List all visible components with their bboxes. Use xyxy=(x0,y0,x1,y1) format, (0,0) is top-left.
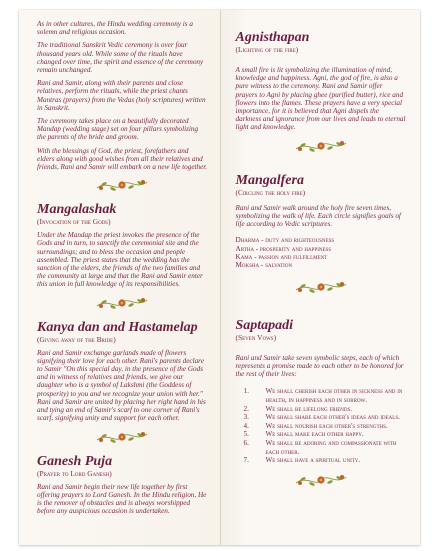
saptapadi-section xyxy=(236,318,407,465)
section-subtitle: (Seven Vows) xyxy=(235,332,277,342)
vow-item: 1. We shall cherish each other in sickness and in health, in happiness and in sorrow. xyxy=(243,387,403,405)
intro-paragraph: As in other cultures, the Hindu wedding ceremony is a solemn and religious occasion. xyxy=(37,20,193,37)
intro-paragraph: With the blessings of God, the priest, forefathers and elders along with good wishes from all their relatives and friends, Rani and Samir will embark on a new life together. xyxy=(37,146,208,172)
ganesh-section xyxy=(37,454,208,516)
mangalfera-section xyxy=(236,173,407,270)
life-goal-item: Dharma - duty and righteousness xyxy=(235,236,335,245)
section-body: Rani and Samir take seven symbolic steps, each of which represents a promise made to each other to be honored for the rest of their lives: xyxy=(235,353,404,379)
vow-item: 5. We shall make each other happy. xyxy=(243,430,364,439)
life-goal-item: Kama - passion and fulfillment xyxy=(235,253,328,262)
intro-paragraph: The traditional Sanskrit Vedic ceremony is over four thousand years old. While some of the rituals have changed over time, the spirit and essence of the ceremony remain unchanged. xyxy=(37,41,204,75)
section-body: Rani and Samir exchange garlands made of flowers signifying their love for each other. Rani's parents declare to Samir "On this special day, in the presence of the Gods and in witness of relatives and friends, we give our daughter who is a symbol of Lakshmi (the Goddess of prosperity) to you and we recognize your union with her." Rani and Samir are united by placing her right hand in his and tying an end of Samir's scarf to one corner of Rani's scarf, signifying unity and support for each other. xyxy=(37,348,206,423)
life-goal-item: Moksha - salvation xyxy=(235,261,293,270)
agnisthapan-section xyxy=(236,30,407,132)
section-body: A small fire is lit symbolizing the illumination of mind, knowledge and happiness. Agni, the god of fire, is also a pure witness to the ceremony. Rani and Samir offer prayers to Agni by placing ghee (purified butter), rice and flowers into the flames. These prayers have a very special importance, for it is believed that Agni dispels the darkness and ignorance from our lives and leads to eternal light and knowledge. xyxy=(235,66,406,132)
left-panel xyxy=(19,10,221,545)
section-subtitle: (Giving away of the Bride) xyxy=(37,334,116,344)
floral-ornament-icon xyxy=(292,278,350,296)
life-goal-item: Artha - prosperity and happiness xyxy=(235,244,332,253)
section-title: Ganesh Puja xyxy=(37,453,113,469)
vow-item: 4. We shall nourish each other's strengths. xyxy=(243,421,388,430)
section-body: Rani and Samir walk around the holy fire seven times, symbolizing the walk of life. Each circle signifies goals of life according to Vedic scriptures. xyxy=(235,203,401,229)
program-sheet xyxy=(19,10,420,545)
floral-ornament-icon xyxy=(292,471,350,489)
section-subtitle: (Circling the holy fire) xyxy=(235,187,306,197)
section-title: Mangalashak xyxy=(37,202,117,218)
vows-list xyxy=(244,387,407,464)
section-body: Under the Mandap the priest invokes the presence of the Gods and in turn, to sanctify the ceremonial site and the surroundings; and to bless the occasion and people assembled. The priest states that the wedding has the sanction of the elders, the friends of the two families and the community at large and that the Rani and Samir enter this union in full knowledge of its responsibilities. xyxy=(37,231,203,289)
section-subtitle: (Invocation of the Gods) xyxy=(37,217,111,227)
intro-paragraph: Rani and Samir, along with their parents and close relatives, perform the rituals, while the priest chants Mantras (prayers) from the Vedas (holy scriptures) written in Sanskrit. xyxy=(37,79,206,112)
floral-ornament-icon xyxy=(93,294,151,312)
mangalashak-section xyxy=(37,202,208,288)
floral-ornament-icon xyxy=(292,137,350,155)
floral-ornament-icon xyxy=(93,428,151,446)
intro-paragraph: The ceremony takes place on a beautifully decorated Mandap (wedding stage) set on four pillars symbolizing the parents of the bride and groom. xyxy=(37,117,199,142)
section-title: Mangalfera xyxy=(235,172,304,188)
section-title: Agnisthapan xyxy=(235,30,310,45)
vow-item: 2. We shall be lifelong friends. xyxy=(243,404,353,413)
vow-item: 3. We shall share each other's ideas and ideals. xyxy=(243,413,400,422)
section-title: Saptapadi xyxy=(235,317,294,333)
kanya-section xyxy=(37,320,208,423)
section-subtitle: (Lighting of the fire) xyxy=(235,45,299,54)
floral-ornament-icon xyxy=(93,176,151,194)
vow-item: 6. We shall be adoring and compassionate with each other. xyxy=(243,439,397,456)
vow-item: 7. We shall have a spiritual unity. xyxy=(243,456,361,465)
right-panel xyxy=(221,10,421,545)
section-body: Rani and Samir begin their new life together by first offering prayers to Lord Ganesh. In the Hindu religion, He is the remover of obstacles and is always worshipped before any auspicious occasion is undertaken. xyxy=(37,482,207,516)
life-goals-list xyxy=(236,236,407,270)
section-subtitle: (Prayer to Lord Ganesh) xyxy=(37,468,112,478)
section-title: Kanya dan and Hastamelap xyxy=(37,319,198,335)
